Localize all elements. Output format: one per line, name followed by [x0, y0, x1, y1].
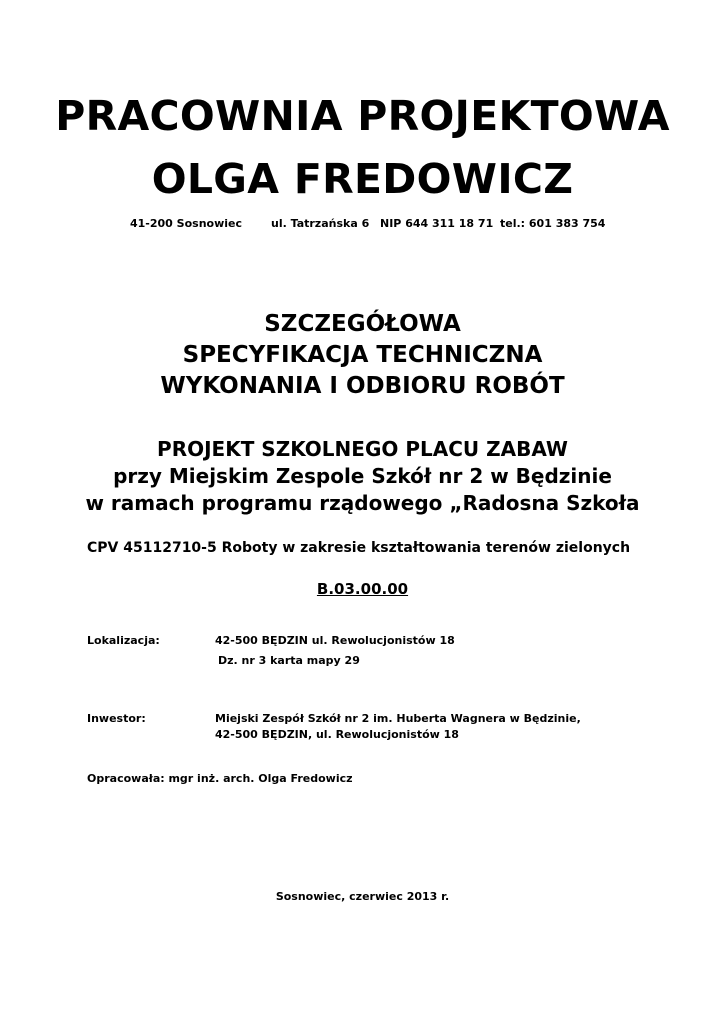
cpv-code-line: CPV 45112710-5 Roboty w zakresie kształtowania terenów zielonych	[87, 540, 631, 556]
project-title-line2: przy Miejskim Zespole Szkół nr 2 w Będzinie	[113, 464, 612, 488]
location-label: Lokalizacja:	[87, 634, 160, 647]
contact-street: ul. Tatrzańska 6	[271, 217, 370, 230]
document-code: B.03.00.00	[316, 580, 409, 598]
firm-name-line2: OLGA FREDOWICZ	[151, 155, 574, 203]
firm-name-line1: PRACOWNIA PROJEKTOWA	[55, 92, 670, 140]
spec-title-line1: SZCZEGÓŁOWA	[264, 311, 461, 337]
investor-label: Inwestor:	[87, 712, 146, 725]
contact-line	[0, 217, 725, 231]
location-plot: Dz. nr 3 karta mapy 29	[218, 654, 360, 667]
spec-title-line3: WYKONANIA I ODBIORU ROBÓT	[160, 373, 565, 399]
location-address: 42-500 BĘDZIN ul. Rewolucjonistów 18	[215, 634, 455, 647]
investor-name: Miejski Zespół Szkół nr 2 im. Huberta Wagnera w Będzinie,	[215, 712, 581, 725]
place-and-date: Sosnowiec, czerwiec 2013 r.	[275, 890, 450, 903]
contact-city: 41-200 Sosnowiec	[130, 217, 242, 230]
project-title-line3: w ramach programu rządowego „Radosna Szkoła	[85, 491, 640, 515]
spec-title-line2: SPECYFIKACJA TECHNICZNA	[182, 342, 543, 368]
contact-phone: tel.: 601 383 754	[500, 217, 606, 230]
contact-nip: NIP 644 311 18 71	[380, 217, 494, 230]
project-title-line1: PROJEKT SZKOLNEGO PLACU ZABAW	[157, 437, 568, 461]
prepared-by: Opracowała: mgr inż. arch. Olga Fredowicz	[87, 772, 353, 785]
investor-address: 42-500 BĘDZIN, ul. Rewolucjonistów 18	[215, 728, 459, 741]
